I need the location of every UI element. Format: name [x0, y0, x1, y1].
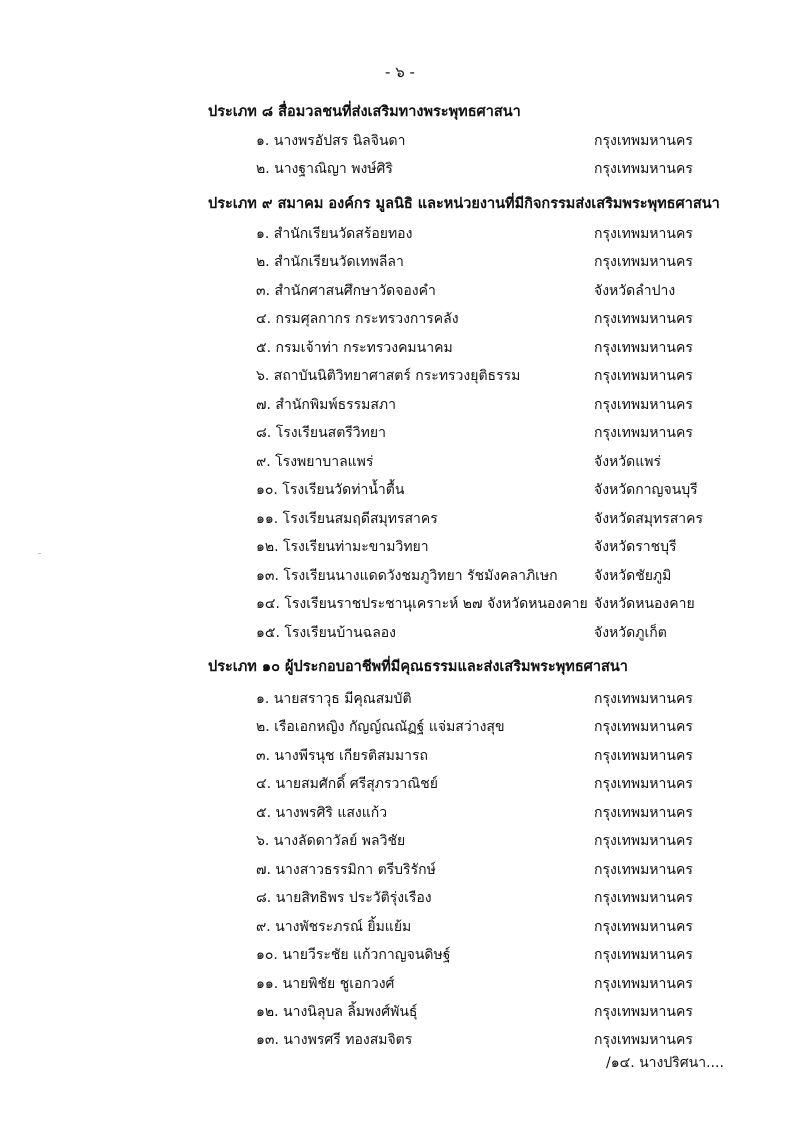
list-item-location: กรุงเทพมหานคร — [594, 947, 693, 963]
list-item-location: กรุงเทพมหานคร — [594, 719, 693, 735]
list-item-location: กรุงเทพมหานคร — [594, 833, 693, 849]
list-item-name: ๑๒. นางนิลุบล ลิ้มพงศ์พันธุ์ — [256, 1004, 418, 1020]
list-item-location: กรุงเทพมหานคร — [594, 133, 693, 149]
list-item-name: ๓. สำนักศาสนศึกษาวัดจองคำ — [256, 283, 436, 299]
list-item-location: จังหวัดชัยภูมิ — [594, 568, 672, 584]
list-item-name: ๔. นายสมศักดิ์ ศรีสุภรวาณิชย์ — [256, 776, 438, 792]
list-item-name: ๖. นางลัดดาวัลย์ พลวิชัย — [256, 833, 406, 849]
list-item-name: ๙. โรงพยาบาลแพร่ — [256, 454, 374, 470]
list-item-name: ๖. สถาบันนิติวิทยาศาสตร์ กระทรวงยุติธรรม — [256, 368, 521, 384]
list-item-location: จังหวัดแพร่ — [594, 454, 661, 470]
list-item-location: จังหวัดภูเก็ต — [594, 625, 667, 641]
list-item-location: จังหวัดหนองคาย — [594, 596, 695, 612]
list-item-name: ๑๑. นายพิชัย ชูเอกวงศ์ — [256, 976, 395, 992]
list-item-name: ๑. นายสราวุธ มีคุณสมบัติ — [256, 691, 412, 707]
list-item-location: กรุงเทพมหานคร — [594, 748, 693, 764]
list-item-location: จังหวัดสมุทรสาคร — [594, 511, 704, 527]
list-item-location: กรุงเทพมหานคร — [594, 805, 693, 821]
list-item-location: กรุงเทพมหานคร — [594, 890, 693, 906]
list-item-name: ๔. กรมศุลกากร กระทรวงการคลัง — [256, 311, 459, 327]
list-item-location: กรุงเทพมหานคร — [594, 397, 693, 413]
list-item-name: ๕. นางพรศิริ แสงแก้ว — [256, 805, 388, 821]
list-item-name: ๒. นางฐาณิญา พงษ์ศิริ — [256, 161, 393, 177]
list-item-location: กรุงเทพมหานคร — [594, 1004, 693, 1020]
list-item-name: ๑๓. นางพรศรี ทองสมจิตร — [256, 1032, 413, 1048]
list-item-name: ๑๐. นายวีระชัย แก้วกาญจนดิษฐ์ — [256, 947, 451, 963]
list-item-name: ๑๑. โรงเรียนสมฤดีสมุทรสาคร — [256, 511, 438, 527]
list-item-location: กรุงเทพมหานคร — [594, 161, 693, 177]
section-heading-8: ประเภท ๘ สื่อมวลชนที่ส่งเสริมทางพระพุทธศาสนา — [208, 104, 521, 120]
list-item-name: ๑๕. โรงเรียนบ้านฉลอง — [256, 625, 397, 641]
list-item-location: กรุงเทพมหานคร — [594, 254, 693, 270]
list-item-name: ๑. นางพรอัปสร นิลจินดา — [256, 133, 406, 149]
page-number: - ๖ - — [385, 63, 415, 81]
list-item-name: ๑๒. โรงเรียนท่ามะขามวิทยา — [256, 539, 429, 555]
list-item-name: ๑๓. โรงเรียนนางแดดวังชมภูวิทยา รัชมังคลาภิเษก — [256, 568, 558, 584]
list-item-name: ๕. กรมเจ้าท่า กระทรวงคมนาคม — [256, 340, 453, 356]
list-item-name: ๘. โรงเรียนสตรีวิทยา — [256, 425, 386, 441]
list-item-name: ๙. นางพัชระภรณ์ ยิ้มแย้ม — [256, 919, 412, 935]
list-item-name: ๒. สำนักเรียนวัดเทพลีลา — [256, 254, 404, 270]
list-item-name: ๑๔. โรงเรียนราชประชานุเคราะห์ ๒๗ จังหวัดหนองคาย — [256, 596, 588, 612]
list-item-location: กรุงเทพมหานคร — [594, 368, 693, 384]
list-item-name: ๗. นางสาวธรรมิกา ตรีบริรักษ์ — [256, 862, 436, 878]
list-item-name: ๒. เรือเอกหญิง กัญญ์ณณัฏฐ์ แจ่มสว่างสุข — [256, 719, 505, 735]
list-item-location: กรุงเทพมหานคร — [594, 311, 693, 327]
section-heading-9: ประเภท ๙ สมาคม องค์กร มูลนิธิ และหน่วยงานที่มีกิจกรรมส่งเสริมพระพุทธศาสนา — [208, 196, 720, 212]
list-item-location: กรุงเทพมหานคร — [594, 691, 693, 707]
list-item-location: กรุงเทพมหานคร — [594, 226, 693, 242]
list-item-location: กรุงเทพมหานคร — [594, 862, 693, 878]
list-item-location: กรุงเทพมหานคร — [594, 340, 693, 356]
list-item-name: ๑. สำนักเรียนวัดสร้อยทอง — [256, 226, 413, 242]
list-item-location: กรุงเทพมหานคร — [594, 1032, 693, 1048]
list-item-location: กรุงเทพมหานคร — [594, 976, 693, 992]
list-item-name: ๗. สำนักพิมพ์ธรรมสภา — [256, 397, 397, 413]
list-item-location: จังหวัดลำปาง — [594, 283, 676, 299]
list-item-name: ๑๐. โรงเรียนวัดท่าน้ำตื้น — [256, 482, 405, 498]
list-item-name: ๓. นางพีรนุช เกียรติสมมารถ — [256, 748, 428, 764]
list-item-location: กรุงเทพมหานคร — [594, 776, 693, 792]
list-item-name: ๘. นายสิทธิพร ประวัติรุ่งเรือง — [256, 890, 432, 906]
list-item-location: กรุงเทพมหานคร — [594, 425, 693, 441]
section-heading-10: ประเภท ๑๐ ผู้ประกอบอาชีพที่มีคุณธรรมและส่งเสริมพระพุทธศาสนา — [208, 659, 628, 675]
list-item-location: กรุงเทพมหานคร — [594, 919, 693, 935]
list-item-location: จังหวัดราชบุรี — [594, 539, 677, 555]
continuation-note: /๑๔. นางปริศนา.... — [606, 1055, 724, 1071]
list-item-location: จังหวัดกาญจนบุรี — [594, 482, 698, 498]
scan-speck — [38, 553, 41, 554]
